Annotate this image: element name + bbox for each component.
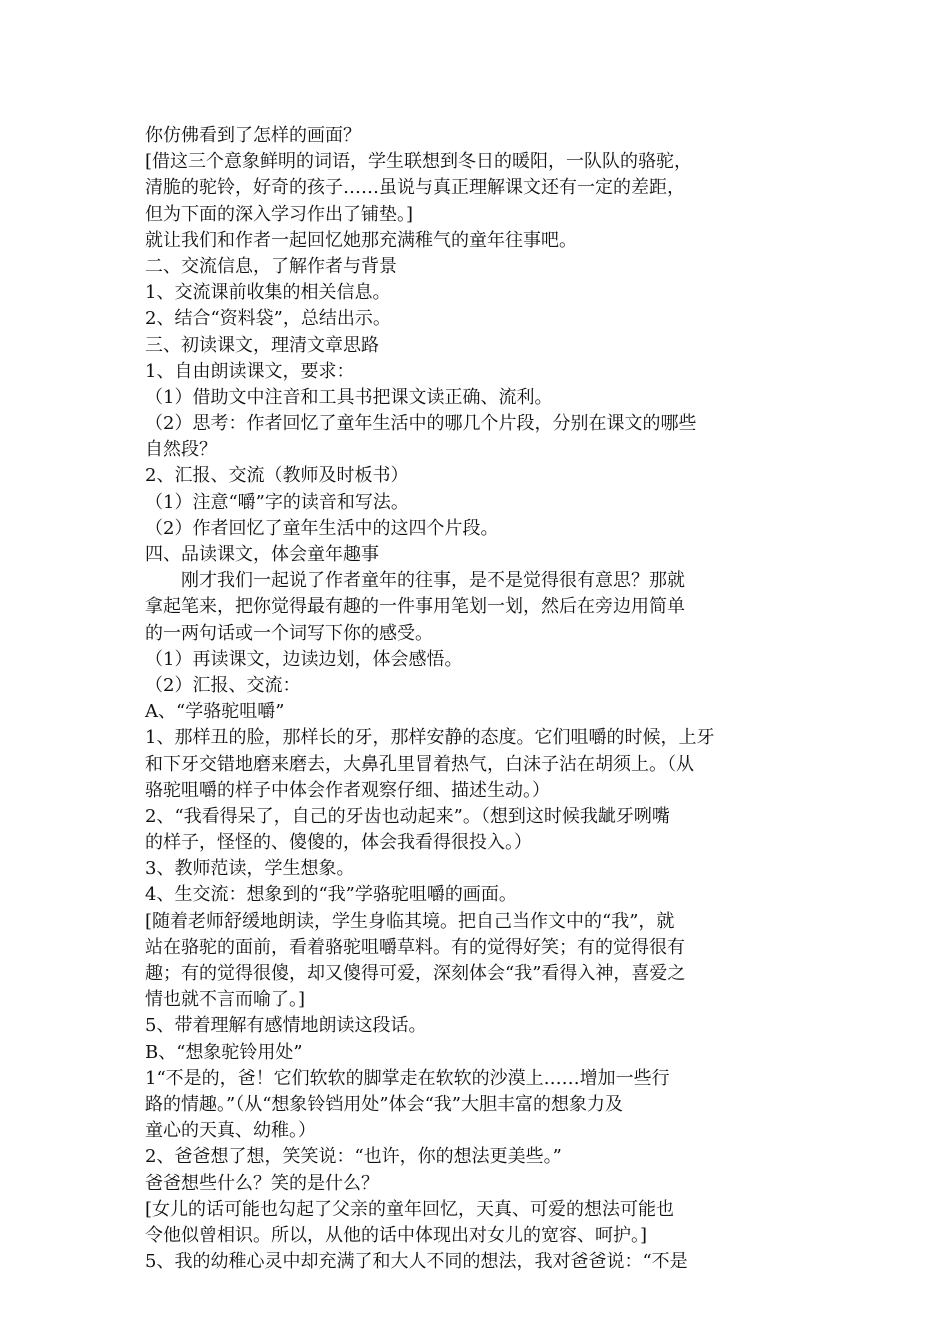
text-line: 就让我们和作者一起回忆她那充满稚气的童年往事吧。: [145, 229, 577, 251]
text-line: 2、“我看得呆了，自己的牙齿也动起来”。（想到这时候我龇牙咧嘴: [145, 805, 670, 827]
text-line: 3、教师范读，学生想象。: [145, 858, 355, 880]
subsection-heading: B、“想象驼铃用处”: [145, 1041, 303, 1063]
text-line: 但为下面的深入学习作出了铺垫。]: [145, 203, 414, 225]
text-line: 爸爸想些什么？笑的是什么？: [145, 1172, 379, 1194]
text-line: （1）注意“嚼”字的读音和写法。: [145, 491, 409, 513]
text-line: 清脆的驼铃，好奇的孩子……虽说与真正理解课文还有一定的差距，: [145, 177, 685, 199]
text-line: 4、生交流：想象到的“我”学骆驼咀嚼的画面。: [145, 884, 517, 906]
text-line: 的样子，怪怪的、傻傻的，体会我看得很投入。）: [145, 832, 532, 854]
text-line: 站在骆驼的面前，看着骆驼咀嚼草料。有的觉得好笑；有的觉得很有: [145, 936, 685, 958]
text-line: 1、那样丑的脸，那样长的牙，那样安静的态度。它们咀嚼的时候，上牙: [145, 727, 715, 749]
text-line: （2）思考：作者回忆了童年生活中的哪几个片段，分别在课文的哪些: [145, 413, 697, 435]
section-heading: 三、初读课文，理清文章思路: [145, 334, 379, 356]
text-line: （1）借助文中注音和工具书把课文读正确、流利。: [145, 386, 553, 408]
subsection-heading: A、“学骆驼咀嚼”: [145, 701, 285, 723]
text-line: 1“不是的，爸！它们软软的脚掌走在软软的沙漠上……增加一些行: [145, 1067, 670, 1089]
text-line: （1）再读课文，边读边划，体会感悟。: [145, 648, 463, 670]
text-line: 拿起笔来，把你觉得最有趣的一件事用笔划一划，然后在旁边用简单: [145, 596, 685, 618]
text-line: [随着老师舒缓地朗读，学生身临其境。把自己当作文中的“我”，就: [145, 910, 675, 932]
section-heading: 四、品读课文，体会童年趣事: [145, 544, 379, 565]
text-line: [女儿的话可能也勾起了父亲的童年回忆，天真、可爱的想法可能也: [145, 1198, 675, 1220]
text-line: 路的情趣。”（从“想象铃铛用处”体会“我”大胆丰富的想象力及: [145, 1093, 624, 1115]
text-line: 自然段？: [145, 439, 217, 461]
text-line: 2、汇报、交流（教师及时板书）: [145, 465, 409, 487]
document-body: [145, 123, 810, 1275]
text-line: 的一两句话或一个词写下你的感受。: [145, 622, 433, 644]
text-line: 2、结合“资料袋”，总结出示。: [145, 308, 391, 330]
text-line: 1、交流课前收集的相关信息。: [145, 282, 391, 304]
text-line: 童心的天真、幼稚。）: [145, 1120, 316, 1142]
text-line: 你仿佛看到了怎样的画面？: [145, 125, 361, 146]
text-line: 1、自由朗读课文，要求：: [145, 360, 355, 382]
text-line: 令他似曾相识。所以，从他的话中体现出对女儿的宽容、呵护。]: [145, 1224, 648, 1246]
text-line: 趣；有的觉得很傻，却又傻得可爱，深刻体会“我”看得入神，喜爱之: [145, 963, 686, 984]
text-line: 5、我的幼稚心灵中却充满了和大人不同的想法，我对爸爸说：“不是: [145, 1251, 688, 1273]
text-line: （2）作者回忆了童年生活中的这四个片段。: [145, 517, 499, 539]
text-line: （2）汇报、交流：: [145, 674, 301, 696]
text-line: [借这三个意象鲜明的词语，学生联想到冬日的暖阳，一队队的骆驼，: [145, 151, 693, 173]
text-line: 骆驼咀嚼的样子中体会作者观察仔细、描述生动。）: [145, 779, 550, 801]
text-line: 和下牙交错地磨来磨去，大鼻孔里冒着热气，白沫子沾在胡须上。（从: [145, 753, 694, 775]
text-line: 情也就不言而喻了。]: [145, 989, 306, 1011]
section-heading: 二、交流信息，了解作者与背景: [145, 255, 397, 277]
text-line: 刚才我们一起说了作者童年的往事，是不是觉得很有意思？那就: [181, 570, 685, 592]
text-line: 2、爸爸想了想，笑笑说：“也许，你的想法更美些。”: [145, 1146, 562, 1168]
text-line: 5、带着理解有感情地朗读这段话。: [145, 1015, 427, 1037]
